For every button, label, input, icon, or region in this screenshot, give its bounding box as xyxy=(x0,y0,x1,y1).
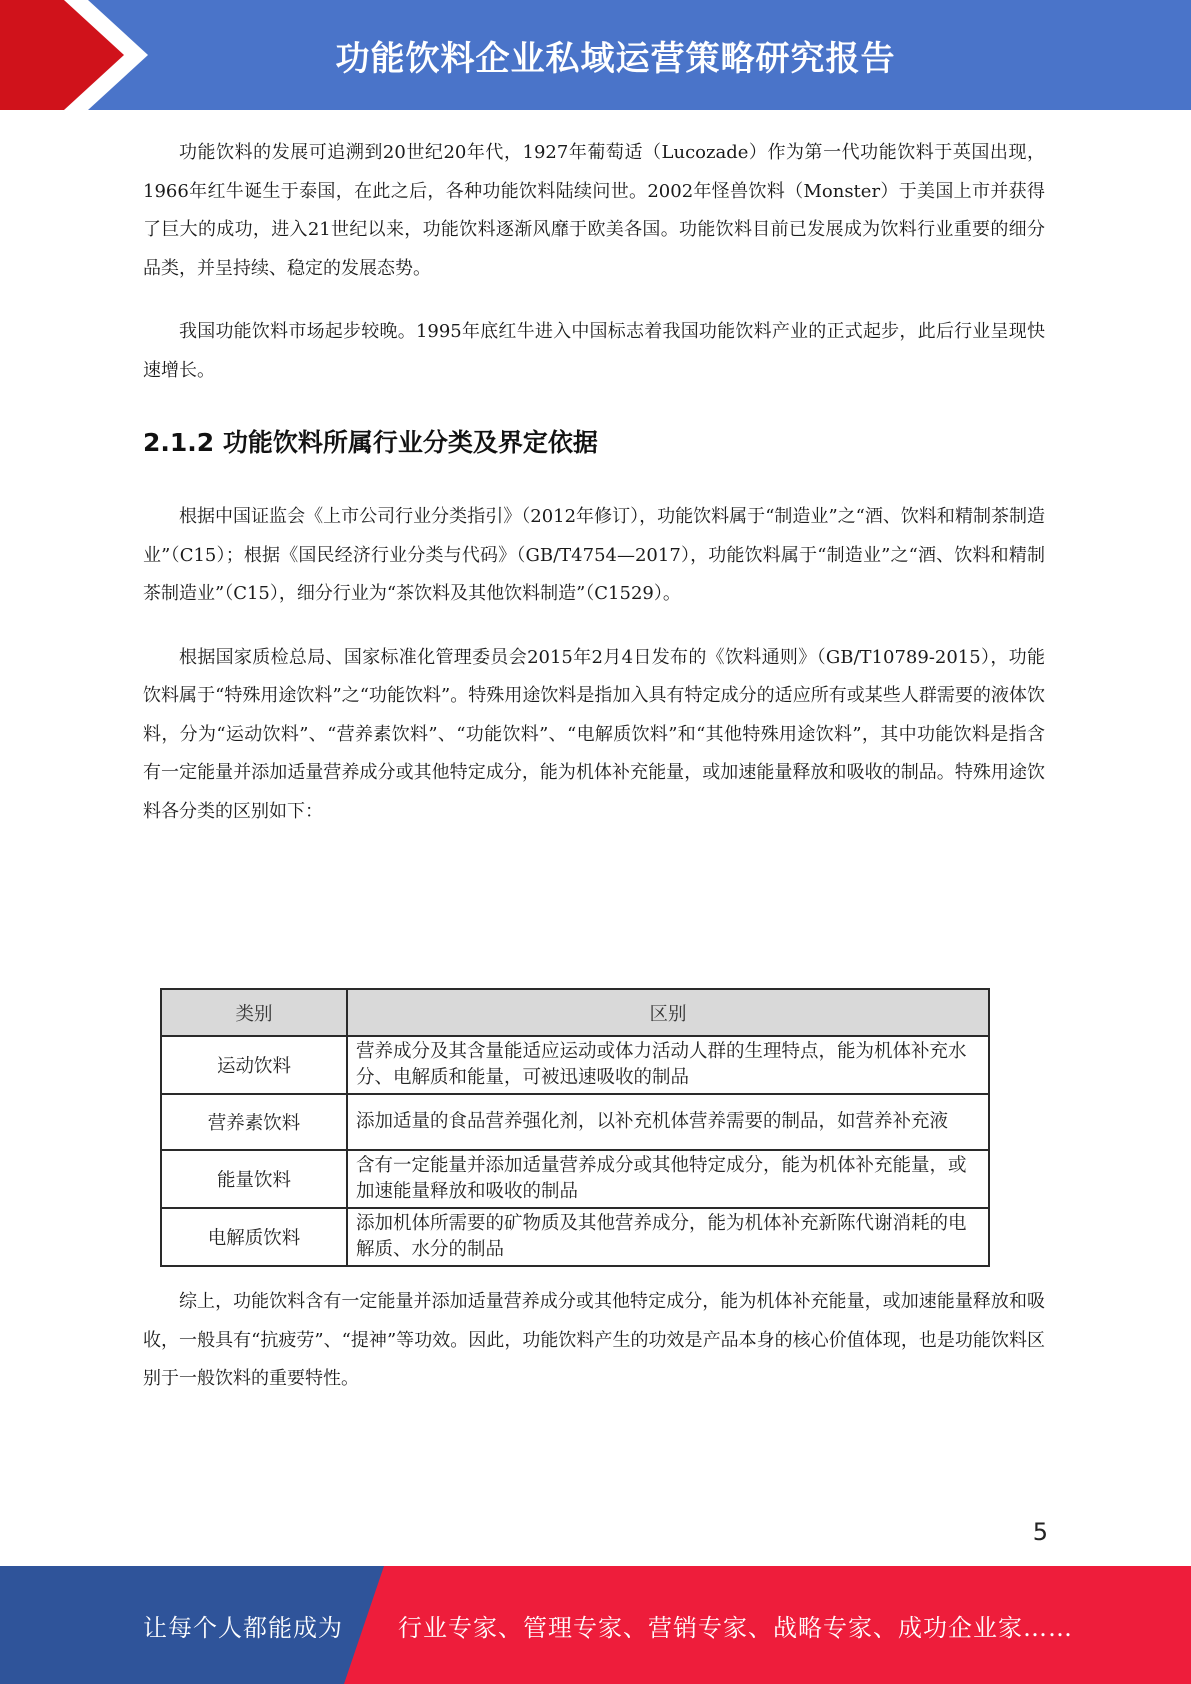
report-title: 功能饮料企业私域运营策略研究报告 xyxy=(335,38,896,79)
table-cell-description: 营养成分及其含量能适应运动或体力活动人群的生理特点，能为机体补充水分、电解质和能量，可被迅速吸收的制品 xyxy=(347,1036,989,1094)
table-header-row xyxy=(161,989,989,1036)
classification-table xyxy=(160,988,990,1267)
paragraph-china-market: 我国功能饮料市场起步较晚。1995年底红牛进入中国标志着我国功能饮料产业的正式起步，此后行业呈现快速增长。 xyxy=(143,321,1045,381)
page-footer xyxy=(0,1566,1191,1684)
summary-wrapper xyxy=(143,1283,1045,1399)
footer-slogan-right: 行业专家、管理专家、营销专家、战略专家、成功企业家…… xyxy=(398,1613,1073,1642)
table-row xyxy=(161,1036,989,1094)
table-row xyxy=(161,1150,989,1208)
paragraph-industry-classification: 根据中国证监会《上市公司行业分类指引》（2012年修订），功能饮料属于“制造业”之“酒、饮料和精制茶制造业”（C15）；根据《国民经济行业分类与代码》（GB/T4754—2017），功能饮料属于“制造业”之“酒、饮料和精制茶制造业”（C15），细分行业为“茶饮料及其他饮料制造”（C1529）。 xyxy=(143,506,1045,604)
section-heading: 2.1.2 功能饮料所属行业分类及界定依据 xyxy=(143,428,598,457)
table-header-difference: 区别 xyxy=(347,989,989,1036)
table-cell-category: 运动饮料 xyxy=(161,1036,347,1094)
table-cell-category: 营养素饮料 xyxy=(161,1094,347,1150)
paragraph-history: 功能饮料的发展可追溯到20世纪20年代，1927年葡萄适（Lucozade）作为第一代功能饮料于英国出现，1966年红牛诞生于泰国，在此之后，各种功能饮料陆续问世。2002年怪兽饮料（Monster）于美国上市并获得了巨大的成功，进入21世纪以来，功能饮料逐渐风靡于欧美各国。功能饮料目前已发展成为饮料行业重要的细分品类，并呈持续、稳定的发展态势。 xyxy=(143,142,1045,279)
table-cell-description: 添加适量的食品营养强化剂，以补充机体营养需要的制品，如营养补充液 xyxy=(347,1094,989,1150)
footer-slogan-left: 让每个人都能成为 xyxy=(143,1613,343,1642)
table-row xyxy=(161,1094,989,1150)
table-cell-description: 含有一定能量并添加适量营养成分或其他特定成分，能为机体补充能量，或加速能量释放和吸收的制品 xyxy=(347,1150,989,1208)
paragraph-summary: 综上，功能饮料含有一定能量并添加适量营养成分或其他特定成分，能为机体补充能量，或加速能量释放和吸收，一般具有“抗疲劳”、“提神”等功效。因此，功能饮料产生的功效是产品本身的核心价值体现，也是功能饮料区别于一般饮料的重要特性。 xyxy=(143,1291,1045,1389)
page-number: 5 xyxy=(1032,1518,1048,1546)
classification-table-wrapper xyxy=(160,988,990,1267)
table-cell-category: 能量饮料 xyxy=(161,1150,347,1208)
table-cell-category: 电解质饮料 xyxy=(161,1208,347,1266)
table-row xyxy=(161,1208,989,1266)
table-header-category: 类别 xyxy=(161,989,347,1036)
main-content xyxy=(143,134,1045,831)
page-header xyxy=(0,0,1191,110)
table-cell-description: 添加机体所需要的矿物质及其他营养成分，能为机体补充新陈代谢消耗的电解质、水分的制品 xyxy=(347,1208,989,1266)
paragraph-standard-definition: 根据国家质检总局、国家标准化管理委员会2015年2月4日发布的《饮料通则》（GB/T10789-2015），功能饮料属于“特殊用途饮料”之“功能饮料”。特殊用途饮料是指加入具有特定成分的适应所有或某些人群需要的液体饮料，分为“运动饮料”、“营养素饮料”、“功能饮料”、“电解质饮料”和“其他特殊用途饮料”，其中功能饮料是指含有一定能量并添加适量营养成分或其他特定成分，能为机体补充能量，或加速能量释放和吸收的制品。特殊用途饮料各分类的区别如下： xyxy=(143,646,1045,822)
header-arrow-decoration xyxy=(0,0,160,110)
